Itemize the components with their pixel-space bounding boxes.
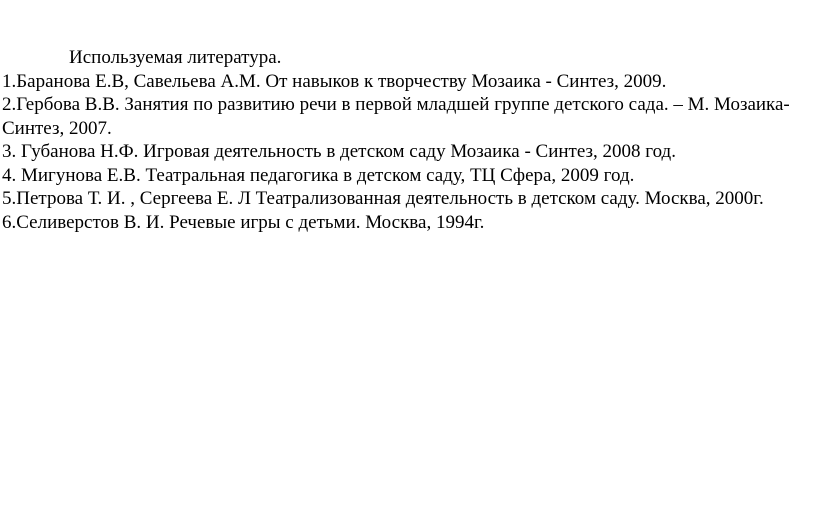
bibliography-entry: 4. Мигунова Е.В. Театральная педагогика в детском саду, ТЦ Сфера, 2009 год. [2,164,635,186]
bibliography [2,46,802,234]
bibliography-heading: Используемая литература. [69,47,282,68]
bibliography-entry: 3. Губанова Н.Ф. Игровая деятельность в детском саду Мозаика - Синтез, 2008 год. [2,141,676,162]
bibliography-entry: 1.Баранова Е.В, Савельева А.М. От навыков к творчеству Мозаика - Синтез, 2009. [2,70,667,92]
bibliography-entry: 2.Гербова В.В. Занятия по развитию речи в первой младшей группе детского сада. – М. Мозаика-Синтез, 2007. [2,94,790,139]
bibliography-entry: 5.Петрова Т. И. , Сергеева Е. Л Театрализованная деятельность в детском саду. Москва, 2000г. [2,188,764,209]
bibliography-entry: 6.Селиверстов В. И. Речевые игры с детьми. Москва, 1994г. [2,211,485,233]
